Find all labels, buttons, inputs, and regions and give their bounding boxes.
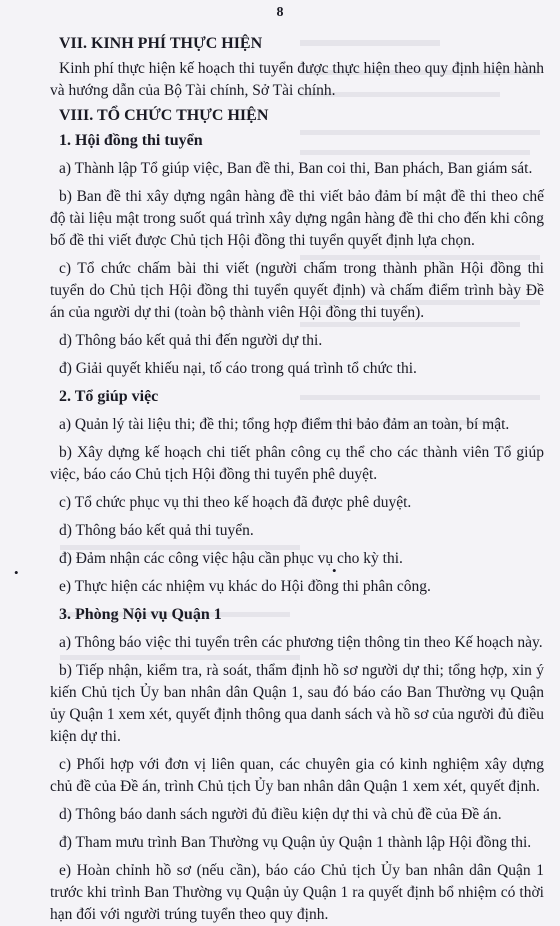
item-1d: d) Thông báo kết quả thi đến người dự thi.	[59, 332, 323, 349]
subsection-2-heading: 2. Tổ giúp việc	[59, 388, 159, 405]
item-2e: e) Thực hiện các nhiệm vụ khác do Hội đồng thi phân công.	[59, 578, 431, 595]
item-1a: a) Thành lập Tổ giúp việc, Ban đề thi, Ban coi thi, Ban phách, Ban giám sát.	[59, 160, 533, 177]
item-2c: c) Tổ chức phục vụ thi theo kế hoạch đã được phê duyệt.	[59, 494, 412, 511]
item-2dd: đ) Đảm nhận các công việc hậu cần phục vụ cho kỳ thi.	[59, 550, 403, 567]
subsection-1-heading: 1. Hội đồng thi tuyển	[59, 132, 203, 149]
scan-mark-right: •	[332, 563, 337, 578]
item-2a: a) Quản lý tài liệu thi; đề thi; tổng hợp điểm thi bảo đảm an toàn, bí mật.	[59, 416, 510, 433]
page-number: 8	[276, 5, 284, 20]
subsection-3-heading: 3. Phòng Nội vụ Quận 1	[59, 606, 222, 623]
item-3a: a) Thông báo việc thi tuyển trên các phương tiện thông tin theo Kế hoạch này.	[59, 634, 543, 651]
item-1dd: đ) Giải quyết khiếu nại, tố cáo trong quá trình tổ chức thi.	[59, 360, 417, 377]
section-7-paragraph: Kinh phí thực hiện kế hoạch thi tuyển được thực hiện theo quy định hiện hành và hướng dẫn của Bộ Tài chính, Sở Tài chính.	[50, 60, 544, 99]
item-3c: c) Phối hợp với đơn vị liên quan, các chuyên gia có kinh nghiệm xây dựng chủ đề của Đề án, trình Chủ tịch Ủy ban nhân dân Quận 1 xem xét, quyết định.	[50, 756, 544, 795]
item-3e: e) Hoàn chỉnh hồ sơ (nếu cần), báo cáo Chủ tịch Ủy ban nhân dân Quận 1 trước khi trình Ban Thường vụ Quận ủy Quận 1 ra quyết định bổ nhiệm có thời hạn đối với người trúng tuyển theo quy định.	[50, 862, 544, 923]
section-8-heading: VIII. TỔ CHỨC THỰC HIỆN	[59, 107, 269, 124]
section-7-heading: VII. KINH PHÍ THỰC HIỆN	[59, 35, 263, 52]
item-2d: d) Thông báo kết quả thi tuyển.	[59, 522, 254, 539]
scan-mark-left: •	[14, 565, 19, 580]
item-1b: b) Ban đề thi xây dựng ngân hàng đề thi viết bảo đảm bí mật đề thi theo chế độ tài liệu mật trong suốt quá trình xây dựng ngân hàng đề thi cho đến khi công bố đề thi viết được Chủ tịch Hội đồng thi tuyển quyết định lựa chọn.	[50, 188, 544, 249]
item-3b: b) Tiếp nhận, kiểm tra, rà soát, thẩm định hồ sơ người dự thi; tổng hợp, xin ý kiến Chủ tịch Ủy ban nhân dân Quận 1, sau đó báo cáo Ban Thường vụ Quận ủy Quận 1 xem xét, quyết định thông qua danh sách và hồ sơ của người đủ điều kiện dự thi.	[50, 662, 545, 745]
document-body	[50, 33, 544, 926]
item-3dd: đ) Tham mưu trình Ban Thường vụ Quận ủy Quận 1 thành lập Hội đồng thi.	[59, 834, 532, 851]
item-2b: b) Xây dựng kế hoạch chi tiết phân công cụ thể cho các thành viên Tổ giúp việc, báo cáo Chủ tịch Hội đồng thi tuyển phê duyệt.	[50, 444, 544, 483]
item-1c: c) Tổ chức chấm bài thi viết (người chấm trong thành phần Hội đồng thi tuyển do Chủ tịch Hội đồng thi tuyển quyết định) và chấm điểm trình bày Đề án của người dự thi (toàn bộ thành viên Hội đồng thi tuyển).	[50, 260, 544, 321]
item-3d: d) Thông báo danh sách người đủ điều kiện dự thi và chủ đề của Đề án.	[59, 806, 502, 823]
